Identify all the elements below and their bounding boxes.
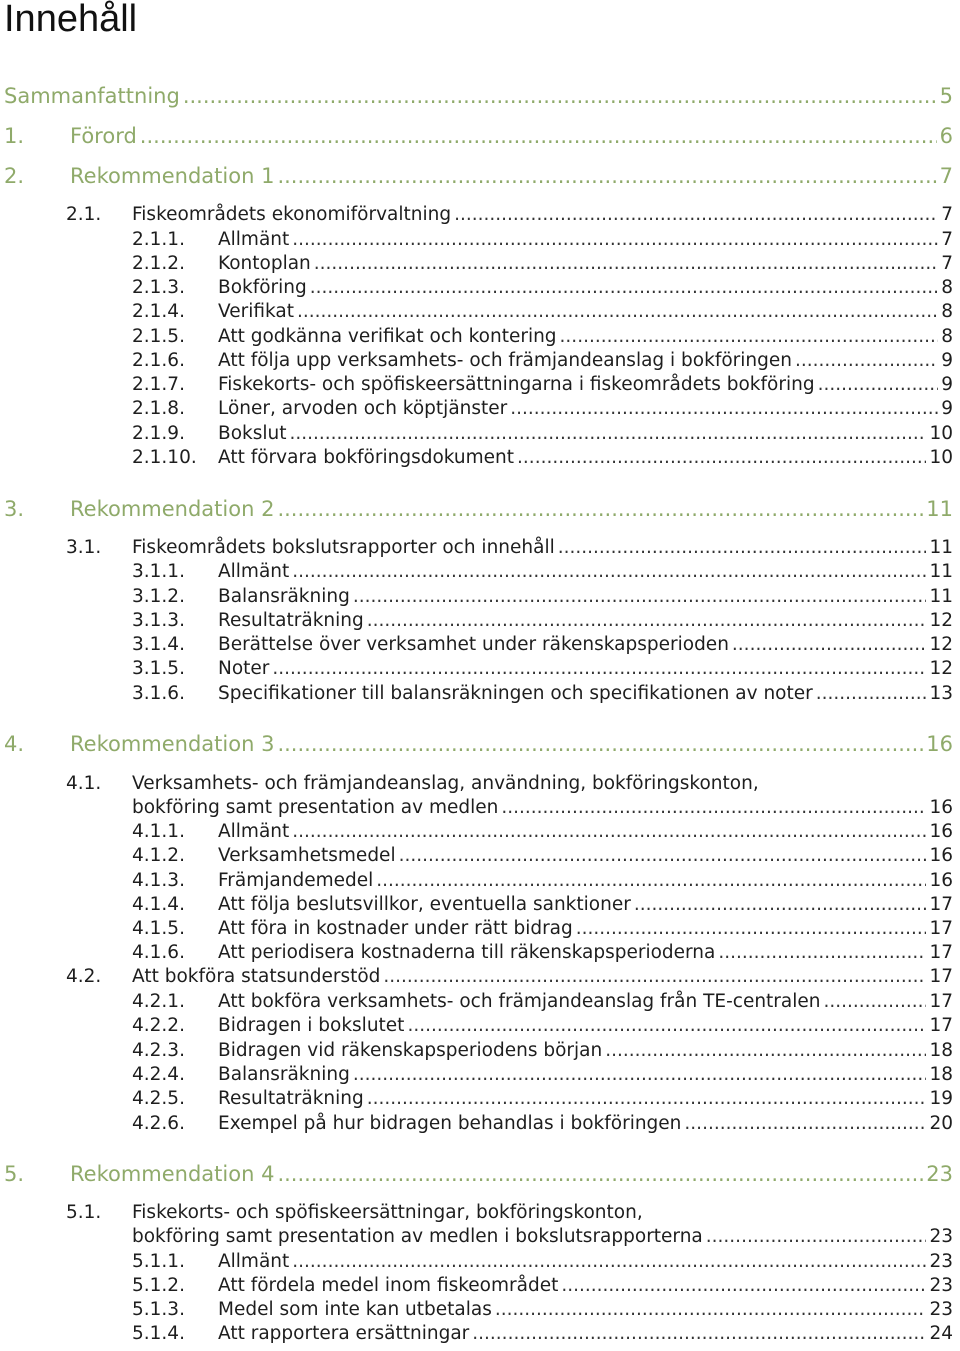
toc-entry-number: 3.1.1. [132,561,185,582]
leader-dots [399,845,927,866]
leader-dots [297,301,938,322]
leader-dots [140,124,937,148]
leader-dots [367,1088,927,1109]
toc-page-number: 12 [929,658,953,679]
toc-entry-number: 4.2.3. [132,1040,185,1061]
toc-page-number: 11 [929,537,953,558]
toc-entry-title: Bidragen vid räkenskapsperiodens början [218,1040,603,1061]
toc-entry-title: Rekommendation 2 [70,497,275,521]
toc-page-number: 23 [929,1299,953,1320]
leader-dots [277,1162,923,1186]
toc-entry-title: Bidragen i bokslutet [218,1015,405,1036]
toc-entry-4-2-2[interactable] [132,1015,953,1036]
toc-entry-title: Berättelse över verksamhet under räkenskapsperioden [218,634,729,655]
toc-page-number: 9 [941,374,953,395]
toc-entry-title: Att godkänna verifikat och kontering [218,326,557,347]
toc-entry-title: Främjandemedel [218,870,374,891]
toc-entry-4-1[interactable] [66,773,953,794]
toc-entry-3-1-6[interactable] [132,683,953,704]
toc-entry-title: Allmänt [218,229,290,250]
toc-entry-2-1-10[interactable] [132,447,953,468]
toc-entry-number: 4.1.4. [132,894,185,915]
toc-entry-title: Rekommendation 4 [70,1162,275,1186]
toc-entry-3-1-3[interactable] [132,610,953,631]
leader-dots [501,797,926,818]
toc-page-number: 16 [929,870,953,891]
toc-entry-title: Att bokföra statsunderstöd [132,966,381,987]
toc-entry-number: 4.1.2. [132,845,185,866]
toc-entry-2-1-9[interactable] [132,423,953,444]
toc-entry-title: Fiskekorts- och spöfiskeersättningarna i fiskeområdets bokföring [218,374,815,395]
toc-entry-number: 4.1. [66,773,102,794]
toc-entry-2-1-4[interactable] [132,301,953,322]
toc-entry-title: Verksamhets- och främjandeanslag, användning, bokföringskonton, [132,773,759,794]
toc-entry-4[interactable] [0,732,953,756]
toc-page-number: 17 [929,991,953,1012]
toc-entry-number: 2.1.10. [132,447,197,468]
toc-entry-number: 4.2.1. [132,991,185,1012]
toc-entry-2-1-2[interactable] [132,253,953,274]
toc-page-number: 16 [926,732,953,756]
toc-page-number: 17 [929,966,953,987]
leader-dots [292,1251,926,1272]
toc-entry-2-1-6[interactable] [132,350,953,371]
toc-entry-title: Exempel på hur bidragen behandlas i bokföringen [218,1113,682,1134]
toc-page-number: 11 [929,586,953,607]
toc-entry-number: 2.1.7. [132,374,185,395]
toc-page-number: 17 [929,894,953,915]
toc-entry-number: 2.1.9. [132,423,185,444]
toc-entry-5-1-2[interactable] [132,1275,953,1296]
toc-entry-4-1-5[interactable] [132,918,953,939]
toc-entry-4-1-3[interactable] [132,870,953,891]
toc-page-number: 24 [929,1323,953,1344]
toc-entry-2-1-3[interactable] [132,277,953,298]
toc-page-number: 7 [941,253,953,274]
toc-entry-title: Verifikat [218,301,294,322]
toc-page-number: 20 [929,1113,953,1134]
toc-entry-4-2-3[interactable] [132,1040,953,1061]
toc-entry-title: Bokföring [218,277,307,298]
toc-entry-number: 4.1.5. [132,918,185,939]
toc-entry-number: 2.1.4. [132,301,185,322]
leader-dots [634,894,927,915]
toc-entry-title: Specifikationer till balansräkningen och specifikationen av noter [218,683,813,704]
toc-page-number: 10 [929,423,953,444]
toc-entry-4-1-1[interactable] [132,821,953,842]
toc-entry-title: Medel som inte kan utbetalas [218,1299,492,1320]
toc-page-number: 17 [929,918,953,939]
leader-dots [576,918,927,939]
leader-dots [558,537,927,558]
toc-page-number: 10 [929,447,953,468]
leader-dots [183,84,937,108]
toc-entry-title: Balansräkning [218,586,350,607]
leader-dots [816,683,927,704]
toc-entry-number: 2.1.1. [132,229,185,250]
toc-entry-2-1-8[interactable] [132,398,953,419]
leader-dots [824,991,927,1012]
toc-entry-title: Allmänt [218,1251,290,1272]
toc-entry-2-1-7[interactable] [132,374,953,395]
leader-dots [367,610,927,631]
toc-entry-4-2-6[interactable] [132,1113,953,1134]
toc-entry-continuation[interactable] [132,797,953,818]
toc-entry-2[interactable] [0,164,953,188]
leader-dots [277,732,923,756]
toc-entry-number: 4.2.6. [132,1113,185,1134]
toc-entry-number: 1. [4,124,25,148]
toc-entry-number: 3.1.5. [132,658,185,679]
toc-entry-number: 2.1.3. [132,277,185,298]
leader-dots [718,942,926,963]
toc-entry-number: 3.1. [66,537,102,558]
toc-entry-title: Noter [218,658,270,679]
toc-entry-number: 4.1.3. [132,870,185,891]
toc-entry-number: 5.1.3. [132,1299,185,1320]
toc-entry-3-1-2[interactable] [132,586,953,607]
toc-page-number: 19 [929,1088,953,1109]
toc-page-number: 16 [929,821,953,842]
toc-page-number: 9 [941,350,953,371]
toc-page-number: 13 [929,683,953,704]
toc-page-number: 8 [941,301,953,322]
toc-page-number: 16 [929,797,953,818]
toc-entry-number: 3.1.6. [132,683,185,704]
toc-entry-number: 4.2.2. [132,1015,185,1036]
toc-entry-title: Att följa upp verksamhets- och främjandeanslag i bokföringen [218,350,792,371]
leader-dots [353,586,927,607]
toc-entry-5-1-3[interactable] [132,1299,953,1320]
leader-dots [314,253,938,274]
toc-page-number: 23 [929,1275,953,1296]
toc-page-number: 18 [929,1064,953,1085]
toc-entry-4-2[interactable] [66,966,953,987]
toc-entry-number: 3.1.2. [132,586,185,607]
toc-entry-title: Att förvara bokföringsdokument [218,447,515,468]
toc-entry-4-2-5[interactable] [132,1088,953,1109]
leader-dots [454,204,938,225]
toc-page-number: 11 [929,561,953,582]
toc-page-number: 5 [939,84,953,108]
toc-entry-3[interactable] [0,497,953,521]
toc-entry-title: Fiskeområdets bokslutsrapporter och innehåll [132,537,555,558]
toc-entry-title: Resultaträkning [218,610,364,631]
leader-dots [732,634,927,655]
toc-entry-4-2-1[interactable] [132,991,953,1012]
toc-entry-title: Att bokföra verksamhets- och främjandeanslag från TE-centralen [218,991,821,1012]
toc-entry-number: 5.1.1. [132,1251,185,1272]
toc-page-number: 9 [941,398,953,419]
toc-entry-5-1-1[interactable] [132,1251,953,1272]
toc-entry-title-continued: bokföring samt presentation av medlen [132,797,499,818]
toc-page-number: 8 [941,326,953,347]
toc-entry-3-1-1[interactable] [132,561,953,582]
page-title: Innehåll [4,0,138,40]
leader-dots [407,1015,926,1036]
toc-entry-3-1-5[interactable] [132,658,953,679]
toc-entry-number: 3.1.4. [132,634,185,655]
toc-entry-title: Fiskeområdets ekonomiförvaltning [132,204,452,225]
leader-dots [561,1275,926,1296]
toc-entry-title: Att periodisera kostnaderna till räkenskapsperioderna [218,942,716,963]
toc-entry-3-1[interactable] [66,537,953,558]
toc-entry-title: Bokslut [218,423,287,444]
toc-entry-number: 2.1.5. [132,326,185,347]
toc-entry-4-1-2[interactable] [132,845,953,866]
leader-dots [376,870,926,891]
toc-entry-number: 5.1.2. [132,1275,185,1296]
toc-entry-2-1-5[interactable] [132,326,953,347]
leader-dots [272,658,926,679]
toc-page-number: 6 [939,124,953,148]
toc-page-number: 17 [929,1015,953,1036]
toc-page-number: 11 [926,497,953,521]
toc-entry-title: Balansräkning [218,1064,350,1085]
toc-entry-number: 5.1. [66,1202,102,1223]
toc-page-number: 23 [929,1251,953,1272]
toc-page-number: 18 [929,1040,953,1061]
toc-page-number: 12 [929,634,953,655]
toc-entry-3-1-4[interactable] [132,634,953,655]
toc-entry-title: Allmänt [218,561,290,582]
toc-entry-2-1-1[interactable] [132,229,953,250]
toc-entry-number: 4.1.1. [132,821,185,842]
toc-entry-title: Löner, arvoden och köptjänster [218,398,508,419]
toc-entry-number: 3.1.3. [132,610,185,631]
toc-entry-title: Förord [70,124,137,148]
leader-dots [353,1064,927,1085]
leader-dots [292,821,926,842]
toc-page-number: 17 [929,942,953,963]
toc-entry-title: Att följa beslutsvillkor, eventuella sanktioner [218,894,631,915]
toc-entry-1[interactable] [0,124,953,148]
leader-dots [292,561,926,582]
toc-entry-title-continued: bokföring samt presentation av medlen i bokslutsrapporterna [132,1226,703,1247]
toc-entry-number: 4. [4,732,25,756]
toc-entry-title: Rekommendation 1 [70,164,275,188]
leader-dots [605,1040,926,1061]
leader-dots [495,1299,927,1320]
toc-page-number: 7 [941,204,953,225]
toc-entry-4-1-6[interactable] [132,942,953,963]
toc-entry-number: 2. [4,164,25,188]
toc-entry-number: 4.1.6. [132,942,185,963]
toc-entry-title: Sammanfattning [4,84,180,108]
toc-entry-2-1[interactable] [66,204,953,225]
toc-entry-number: 2.1. [66,204,102,225]
toc-entry-title: Rekommendation 3 [70,732,275,756]
leader-dots [277,497,923,521]
toc-entry-5-1-4[interactable] [132,1323,953,1344]
toc-entry-number: 2.1.8. [132,398,185,419]
toc-entry-title: Kontoplan [218,253,311,274]
toc-entry-number: 5. [4,1162,25,1186]
toc-page-number: 16 [929,845,953,866]
toc-entry-number: 2.1.2. [132,253,185,274]
toc-entry-number: 4.2.5. [132,1088,185,1109]
toc-entry-number: 3. [4,497,25,521]
leader-dots [277,164,936,188]
leader-dots [472,1323,926,1344]
toc-page-number: 8 [941,277,953,298]
leader-dots [560,326,939,347]
leader-dots [684,1113,926,1134]
toc-entry-number: 4.2.4. [132,1064,185,1085]
toc-entry-sammanfattning[interactable] [4,84,953,108]
leader-dots [706,1226,927,1247]
leader-dots [510,398,938,419]
toc-entry-title: Verksamhetsmedel [218,845,396,866]
leader-dots [310,277,938,298]
leader-dots [818,374,939,395]
leader-dots [383,966,926,987]
leader-dots [289,423,926,444]
toc-entry-title: Fiskekorts- och spöfiskeersättningar, bokföringskonton, [132,1202,643,1223]
leader-dots [517,447,926,468]
toc-entry-5-1[interactable] [66,1202,953,1223]
toc-entry-number: 4.2. [66,966,102,987]
toc-entry-continuation[interactable] [132,1226,953,1247]
toc-entry-4-2-4[interactable] [132,1064,953,1085]
toc-entry-5[interactable] [0,1162,953,1186]
toc-entry-4-1-4[interactable] [132,894,953,915]
toc-page-number: 23 [929,1226,953,1247]
toc-page-number: 7 [941,229,953,250]
toc-entry-number: 5.1.4. [132,1323,185,1344]
toc-entry-title: Resultaträkning [218,1088,364,1109]
leader-dots [795,350,938,371]
toc-entry-number: 2.1.6. [132,350,185,371]
toc-page-number: 12 [929,610,953,631]
toc-entry-title: Att rapportera ersättningar [218,1323,470,1344]
toc-page-number: 23 [926,1162,953,1186]
toc-entry-title: Att fördela medel inom fiskeområdet [218,1275,559,1296]
toc-entry-title: Att föra in kostnader under rätt bidrag [218,918,573,939]
toc-entry-title: Allmänt [218,821,290,842]
leader-dots [292,229,938,250]
toc-page-number: 7 [939,164,953,188]
